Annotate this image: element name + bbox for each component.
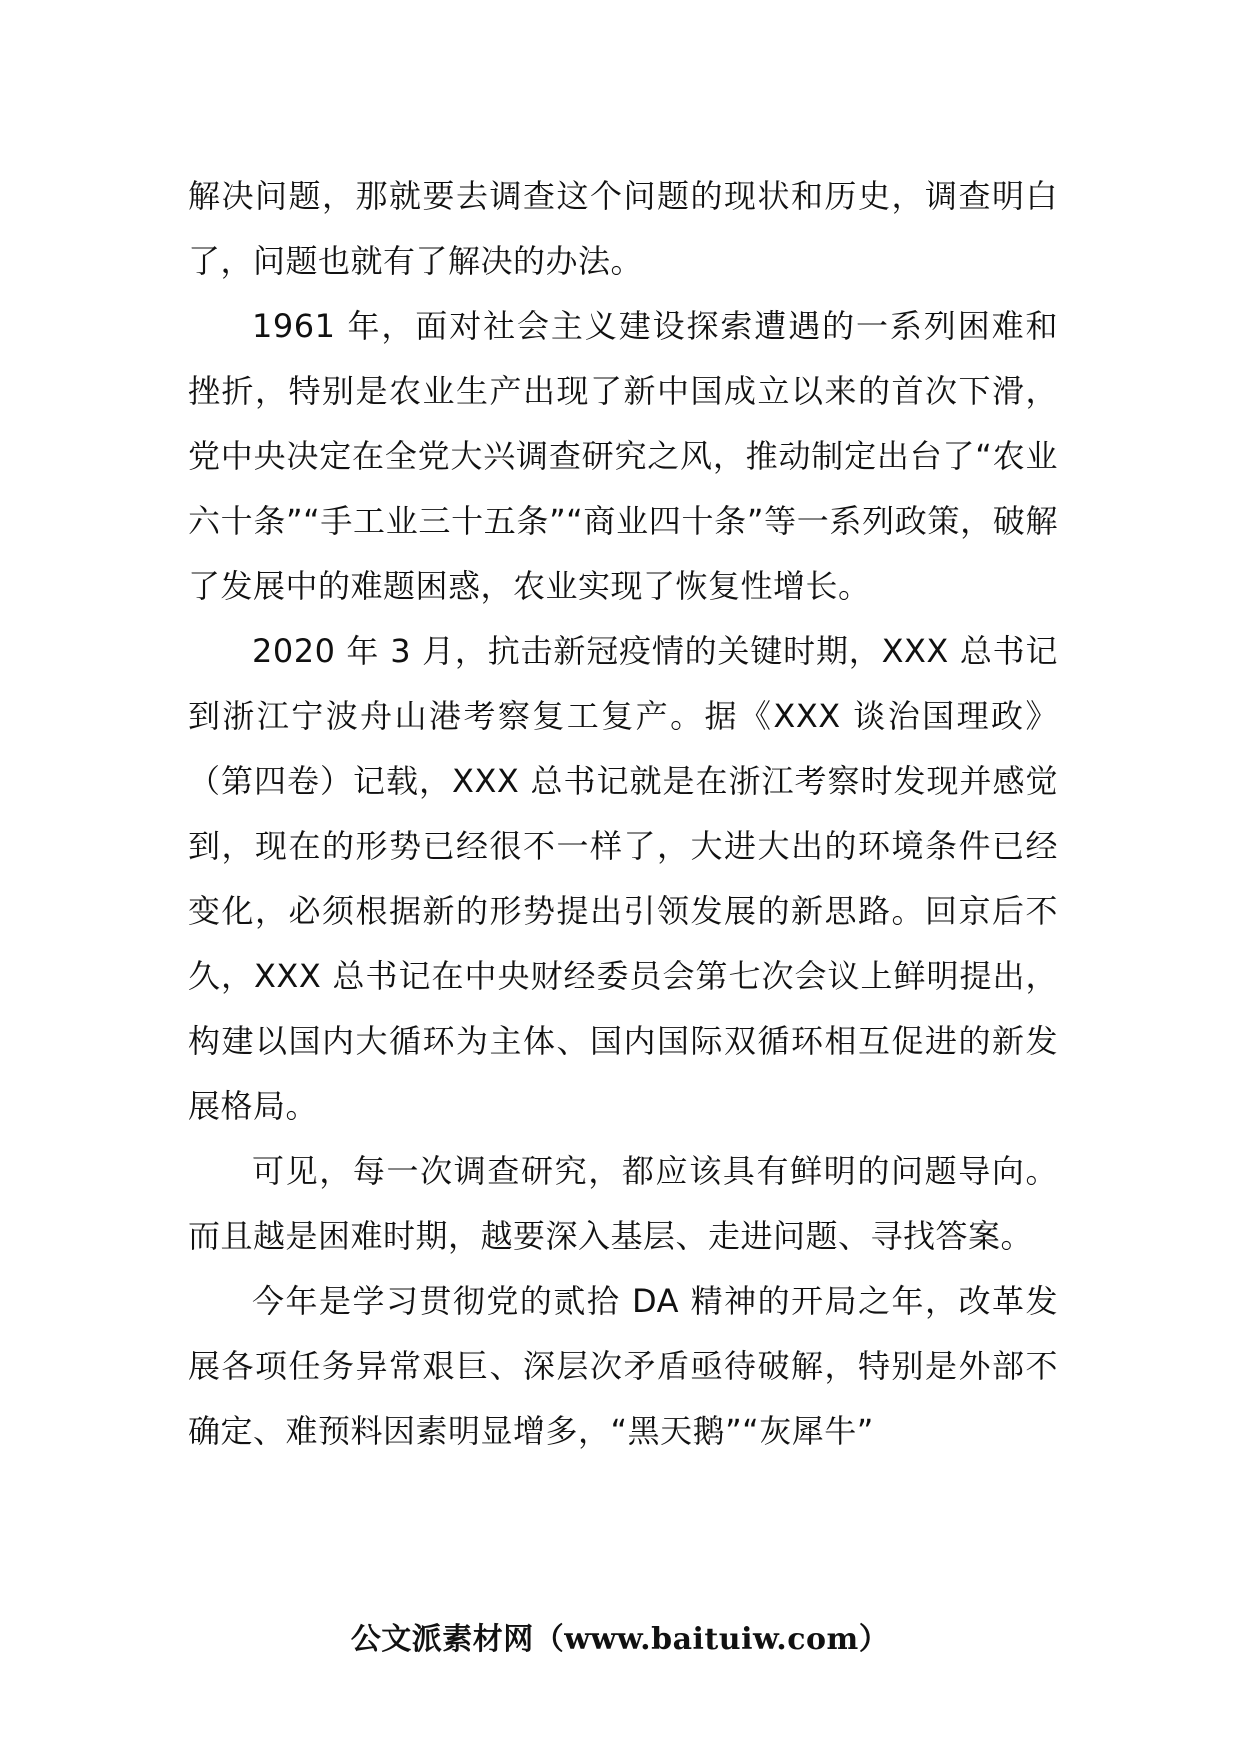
paragraph-continuation: 解决问题，那就要去调查这个问题的现状和历史，调查明白了，问题也就有了解决的办法。 [188,177,1058,280]
paragraph-1961: 1961 年，面对社会主义建设探索遭遇的一系列困难和挫折，特别是农业生产出现了新中国成立以来的首次下滑，党中央决定在全党大兴调查研究之风，推动制定出台了“农业六十条”“手工业三十五条”“商业四十条”等一系列政策，破解了发展中的难题困惑，农业实现了恢复性增长。 [188,307,1058,605]
document-body [188,164,1058,1464]
paragraph-2020: 2020 年 3 月，抗击新冠疫情的关键时期，XXX 总书记到浙江宁波舟山港考察复工复产。据《XXX 谈治国理政》（第四卷）记载，XXX 总书记就是在浙江考察时发现并感觉到，现在的形势已经很不一样了，大进大出的环境条件已经变化，必须根据新的形势提出引领发展的新思路。回京后不久，XXX 总书记在中央财经委员会第七次会议上鲜明提出，构建以国内大循环为主体、国内国际双循环相互促进的新发展格局。 [188,632,1058,1125]
page-footer-watermark: 公文派素材网（www.baituiw.com） [350,1622,890,1657]
paragraph-this-year: 今年是学习贯彻党的贰拾 DA 精神的开局之年，改革发展各项任务异常艰巨、深层次矛盾亟待破解，特别是外部不确定、难预料因素明显增多，“黑天鹅”“灰犀牛” [188,1282,1058,1450]
paragraph-conclusion: 可见，每一次调查研究，都应该具有鲜明的问题导向。而且越是困难时期，越要深入基层、走进问题、寻找答案。 [188,1152,1058,1255]
